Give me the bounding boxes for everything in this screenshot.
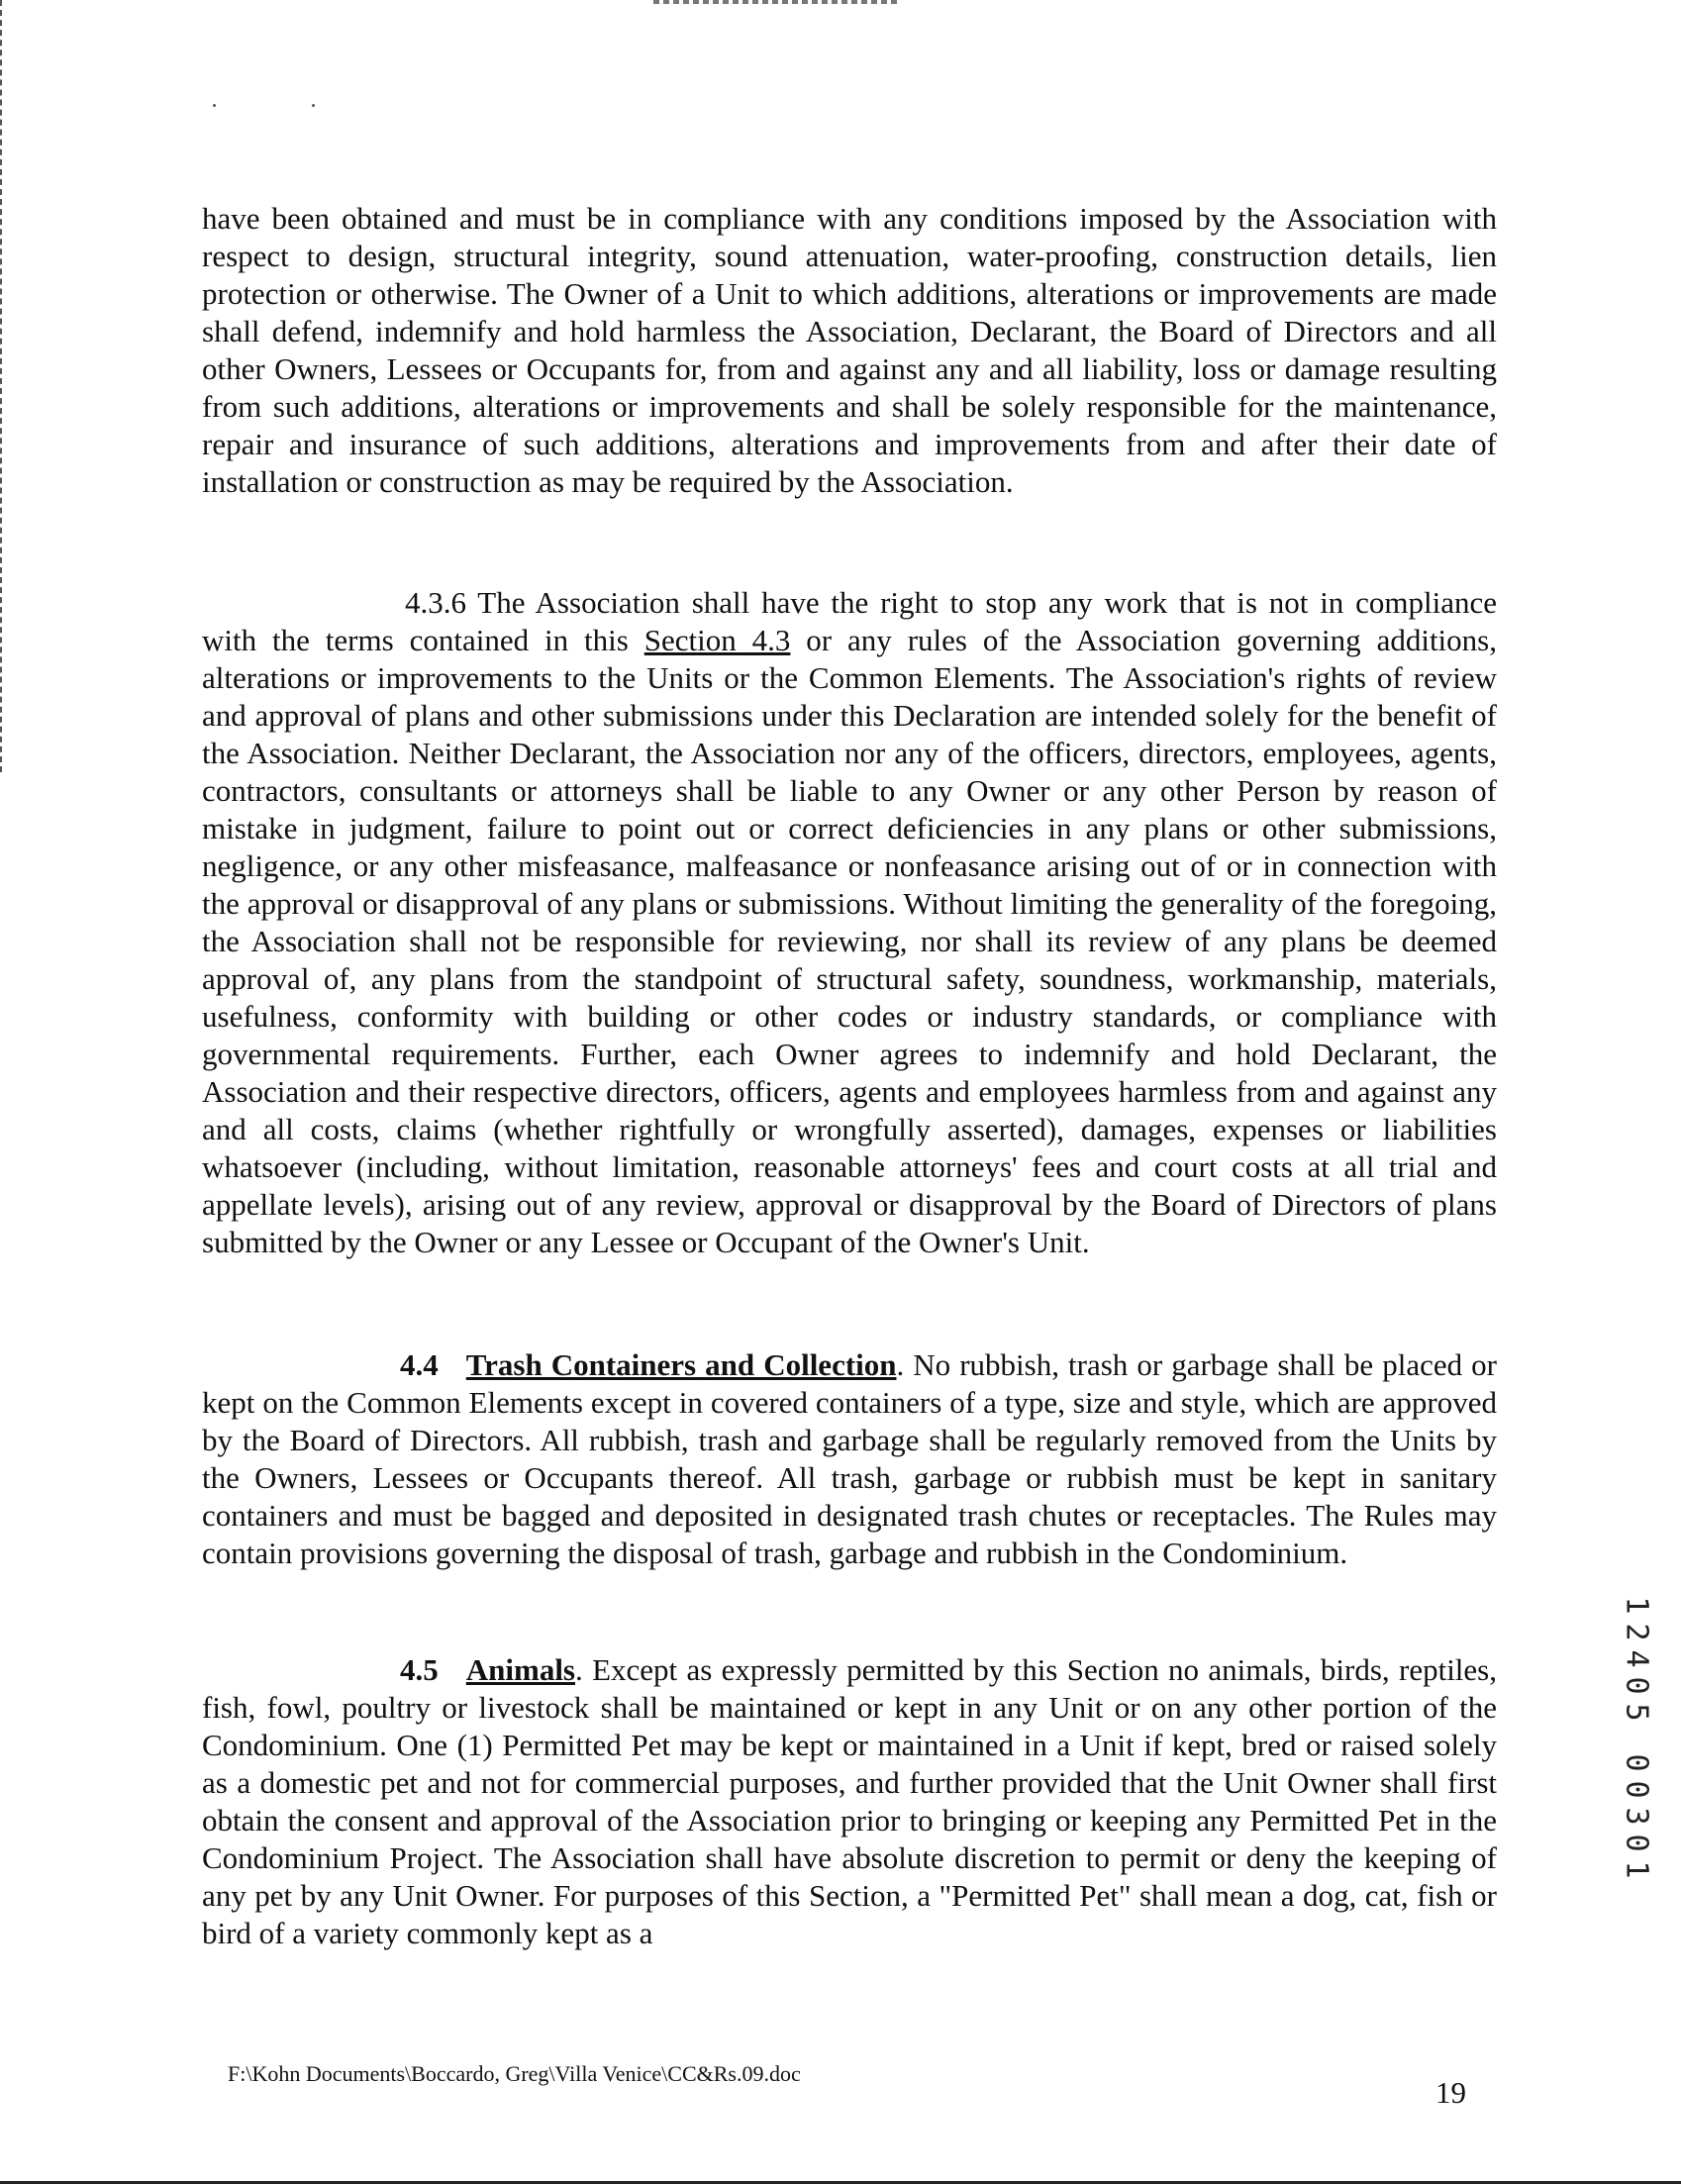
paragraph-continuation: have been obtained and must be in compliance with any conditions imposed by the Association with respect to design, structural integrity, sound attenuation, water-proofing, construction details, lien protection or otherwise. The Owner of a Unit to which additions, alterations or improvements are made shall defend, indemnify and hold harmless the Association, Declarant, the Board of Directors and all other Owners, Lessees or Occupants for, from and against any and all liability, loss or damage resulting from such additions, alterations or improvements and shall be solely responsible for the maintenance, repair and insurance of such additions, alterations and improvements from and after their date of installation or construction as may be required by the Association. <box>202 201 1497 499</box>
section-4-5-number: 4.5 <box>400 1652 439 1687</box>
section-4-5-heading: Animals <box>465 1652 575 1687</box>
recording-number-stamp <box>1617 1592 1656 1883</box>
section-4-4-text: . No rubbish, trash or garbage shall be placed or kept on the Common Elements except in covered containers of a type, size and style, which are approved by the Board of Directors. All rubbish, trash and garbage shall be regularly removed from the Units by the Owners, Lessees or Occupants thereof. All trash, garbage or rubbish must be kept in sanitary containers and must be bagged and deposited in designated trash chutes or receptacles. The Rules may contain provisions governing the disposal of trash, garbage and rubbish in the Condominium. <box>202 1347 1497 1570</box>
scan-artifact-top <box>653 0 901 4</box>
stamp-digit: 3 <box>1619 1807 1654 1826</box>
stamp-digit: 2 <box>1619 1623 1654 1641</box>
section-4-3-6-text-b: or any rules of the Association governing additions, alterations or improvements to the Units or the Common Elements. The Association's rights of review and approval of plans and other submissions under this Declaration are intended solely for the benefit of the Association. Neither Declarant, the Association nor any of the officers, directors, employees, agents, contractors, consultants or attorneys shall be liable to any Owner or any other Person by reason of mistake in judgment, failure to point out or correct deficiencies in any plans or other submissions, negligence, or any other misfeasance, malfeasance or nonfeasance arising out of or in connection with the approval or disapproval of any plans or submissions. Without limiting the generality of the foregoing, the Association shall not be responsible for reviewing, nor shall its review of any plans be deemed approval of, any plans from the standpoint of structural safety, soundness, workmanship, materials, usefulness, conformity with building or other codes or industry standards, or compliance with governmental requirements. Further, each Owner agrees to indemnify and hold Declarant, the Association and their respective directors, officers, agents and employees harmless from and against any and all costs, claims (whether rightfully or wrongfully asserted), damages, expenses or liabilities whatsoever (including, without limitation, reasonable attorneys' fees and court costs at all trial and appellate levels), arising out of any review, approval or disapproval by the Board of Directors of plans submitted by the Owner or any Lessee or Occupant of the Owner's Unit. <box>202 623 1497 1259</box>
section-4-4 <box>202 1346 1497 1572</box>
section-4-4-number: 4.4 <box>400 1347 439 1382</box>
section-4-3-6 <box>202 584 1497 1261</box>
stamp-digit: 4 <box>1619 1649 1654 1668</box>
stamp-digit: 5 <box>1619 1703 1654 1722</box>
footer-file-path: F:\Kohn Documents\Boccardo, Greg\Villa Venice\CC&Rs.09.doc <box>228 2061 801 2086</box>
stamp-digit: 1 <box>1619 1596 1654 1615</box>
section-4-4-heading: Trash Containers and Collection <box>465 1347 897 1382</box>
stamp-digit: 0 <box>1619 1676 1654 1695</box>
stamp-digit: 0 <box>1619 1780 1654 1799</box>
section-4-5-text: . Except as expressly permitted by this Section no animals, birds, reptiles, fish, fowl, poultry or livestock shall be maintained or kept in any Unit or on any other portion of the Condominium. One (1) Permitted Pet may be kept or maintained in a Unit if kept, bred or raised solely as a domestic pet and not for commercial purposes, and further provided that the Unit Owner shall first obtain the consent and approval of the Association prior to bringing or keeping any Permitted Pet in the Condominium Project. The Association shall have absolute discretion to permit or deny the keeping of any pet by any Unit Owner. For purposes of this Section, a "Permitted Pet" shall mean a dog, cat, fish or bird of a variety commonly kept as a <box>202 1652 1497 1950</box>
scan-artifact-left-edge <box>0 0 4 772</box>
section-4-3-reference: Section 4.3 <box>643 623 791 657</box>
section-4-3-6-number: 4.3.6 <box>405 585 466 620</box>
section-4-5 <box>202 1651 1497 1952</box>
scan-artifact-specks <box>213 104 322 110</box>
page-number: 19 <box>1435 2075 1466 2110</box>
stamp-digit: 0 <box>1619 1834 1654 1852</box>
stamp-digit: 1 <box>1619 1860 1654 1879</box>
section-4-3-6-text-a: The Association shall have the right to stop any work that is not in compliance with the terms contained in this <box>202 585 1497 657</box>
stamp-digit: 0 <box>1619 1753 1654 1772</box>
